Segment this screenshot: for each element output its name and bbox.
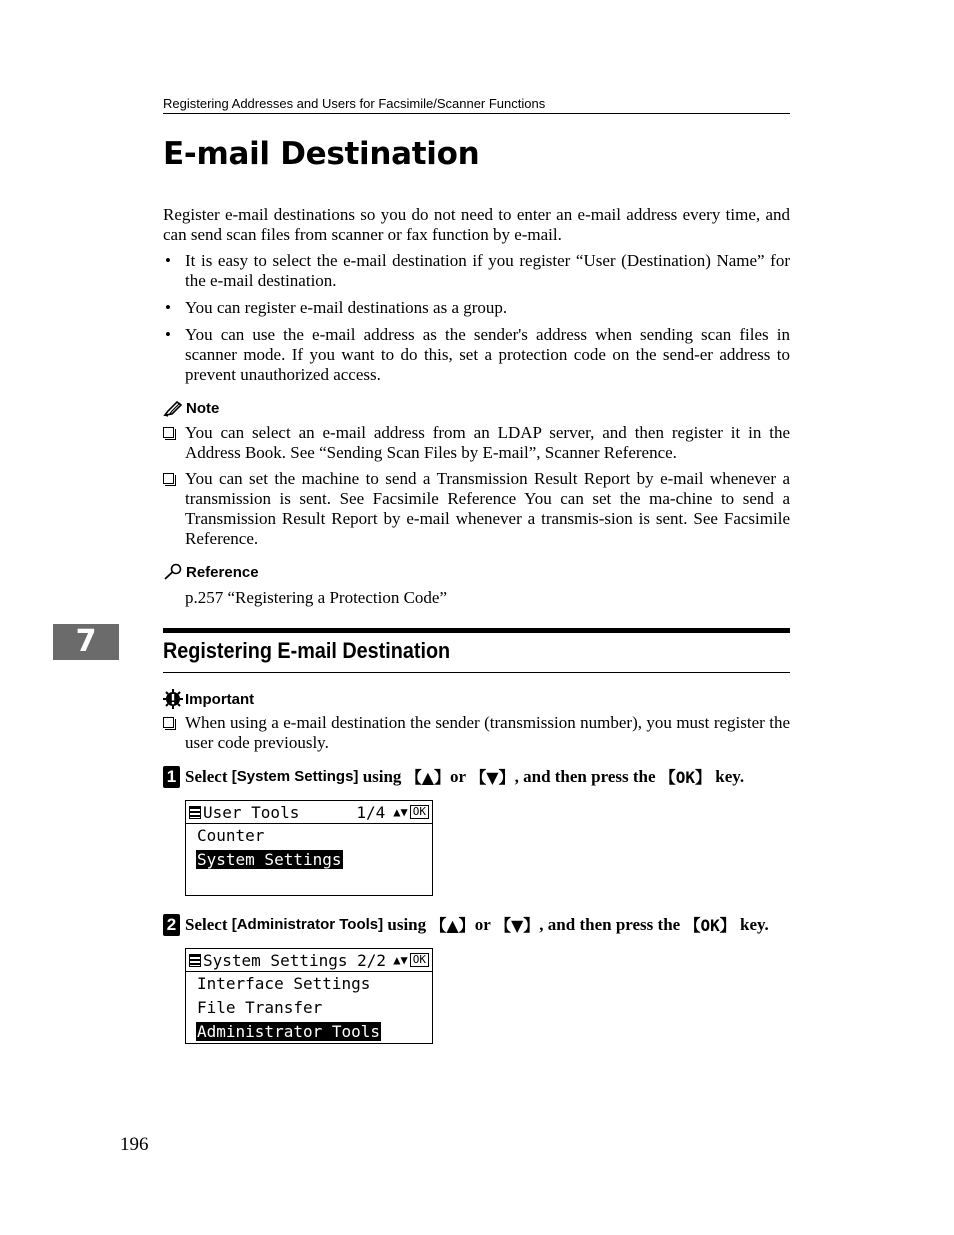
bullet-text: You can register e-mail destinations as a group.	[185, 298, 508, 317]
important-list	[163, 713, 790, 759]
step-text: key.	[739, 914, 769, 934]
step-verb: Select	[185, 914, 228, 934]
scroll-arrows-icon: ▲▼	[393, 953, 408, 967]
running-header: Registering Addresses and Users for Facsimile/Scanner Functions	[163, 96, 790, 114]
lcd-ok-button[interactable]: OK	[410, 953, 429, 967]
lcd-menu-item[interactable]	[186, 824, 432, 848]
section-title: Registering E-mail Destination	[163, 638, 451, 663]
list-item	[163, 713, 790, 753]
down-key: 【▼】	[494, 916, 540, 935]
step-number: 2	[163, 914, 180, 936]
important-icon	[163, 689, 183, 709]
lcd-menu-item[interactable]	[186, 972, 432, 996]
list-item	[163, 325, 790, 385]
list-item	[163, 469, 790, 549]
menu-icon	[189, 954, 201, 967]
pencil-icon	[163, 401, 183, 417]
note-heading	[163, 400, 219, 417]
bullet-text: You can use the e-mail address as the sender's address when sending scan files in scanner mode. If you want to do this, set a protection code on the send-er address to prevent unauthorized access.	[185, 325, 790, 384]
step-text: using	[362, 766, 402, 786]
bullet-glyph: •	[165, 325, 171, 344]
step-text: or	[450, 766, 467, 786]
step-1	[163, 765, 744, 788]
lcd-ok-button[interactable]: OK	[410, 805, 429, 819]
note-text: You can set the machine to send a Transmission Result Report by e-mail whenever a transmission is sent. See Facsimile Reference You can set the ma-chine to send a Transmission Result Report by e-mail whenever a transmis-sion is sent. See Facsimile Reference.	[185, 469, 790, 548]
lcd-item-label: Counter	[197, 826, 265, 845]
step-text: or	[474, 914, 491, 934]
list-item	[163, 251, 790, 291]
checkbox-glyph	[163, 427, 174, 438]
lcd-menu-item[interactable]	[186, 996, 432, 1020]
ui-item-name: [System Settings]	[231, 768, 359, 785]
lcd-item-label: Administrator Tools	[197, 1022, 381, 1041]
lcd-title: System Settings 2/2	[203, 950, 387, 970]
note-text: You can select an e-mail address from an LDAP server, and then register it in the Address Book. See “Sending Scan Files by E-mail”, Scanner Reference.	[185, 423, 790, 462]
lcd-title-bar	[186, 801, 432, 824]
ui-item-name: [Administrator Tools]	[231, 916, 384, 933]
lcd-screen-user-tools	[185, 800, 433, 896]
section-rule	[163, 672, 790, 673]
ok-key: 【OK】	[659, 768, 712, 787]
bullet-glyph: •	[165, 251, 171, 270]
lcd-page-indicator: 1/4	[356, 802, 386, 822]
lcd-title: User Tools	[203, 802, 300, 822]
page-number: 196	[120, 1134, 149, 1155]
lcd-screen-system-settings	[185, 948, 433, 1044]
section-rule	[163, 628, 790, 633]
note-list	[163, 423, 790, 555]
menu-icon	[189, 806, 201, 819]
important-label: Important	[185, 690, 255, 708]
step-2	[163, 913, 769, 936]
intro-paragraph: Register e-mail destinations so you do not need to enter an e-mail address every time, and can send scan files from scanner or fax function by e-mail.	[163, 205, 790, 244]
important-text: When using a e-mail destination the sender (transmission number), you must register the user code previously.	[185, 713, 790, 752]
lcd-title-bar	[186, 949, 432, 972]
bullet-text: It is easy to select the e-mail destination if you register “User (Destination) Name” for the e-mail destination.	[185, 251, 790, 290]
step-text: , and then press the	[514, 766, 656, 786]
scroll-arrows-icon: ▲▼	[393, 805, 408, 819]
step-number: 1	[163, 766, 180, 788]
note-label: Note	[186, 400, 220, 417]
up-key: 【▲】	[430, 916, 475, 935]
reference-link[interactable]: p.257 “Registering a Protection Code”	[185, 588, 448, 607]
step-verb: Select	[185, 766, 228, 786]
chapter-tab: 7	[53, 624, 119, 660]
checkbox-glyph	[163, 473, 174, 484]
step-text: , and then press the	[539, 914, 681, 934]
bullet-glyph: •	[165, 298, 171, 317]
checkbox-glyph	[163, 717, 174, 728]
up-key: 【▲】	[405, 768, 450, 787]
step-text: key.	[715, 766, 745, 786]
feature-bullet-list	[163, 251, 790, 392]
lcd-menu-item-selected[interactable]	[186, 848, 432, 872]
lcd-item-label: File Transfer	[197, 998, 323, 1017]
lcd-menu-item-selected[interactable]	[186, 1020, 432, 1044]
page-title: E-mail Destination	[163, 136, 480, 172]
lcd-item-label: System Settings	[197, 850, 342, 869]
ok-key: 【OK】	[684, 916, 736, 935]
important-heading	[163, 689, 254, 709]
step-text: using	[387, 914, 427, 934]
list-item	[163, 423, 790, 463]
magnifier-icon	[163, 563, 184, 581]
reference-label: Reference	[186, 563, 259, 581]
down-key: 【▼】	[470, 768, 515, 787]
lcd-item-label: Interface Settings	[197, 974, 371, 993]
reference-heading	[163, 563, 259, 581]
list-item	[163, 298, 790, 318]
